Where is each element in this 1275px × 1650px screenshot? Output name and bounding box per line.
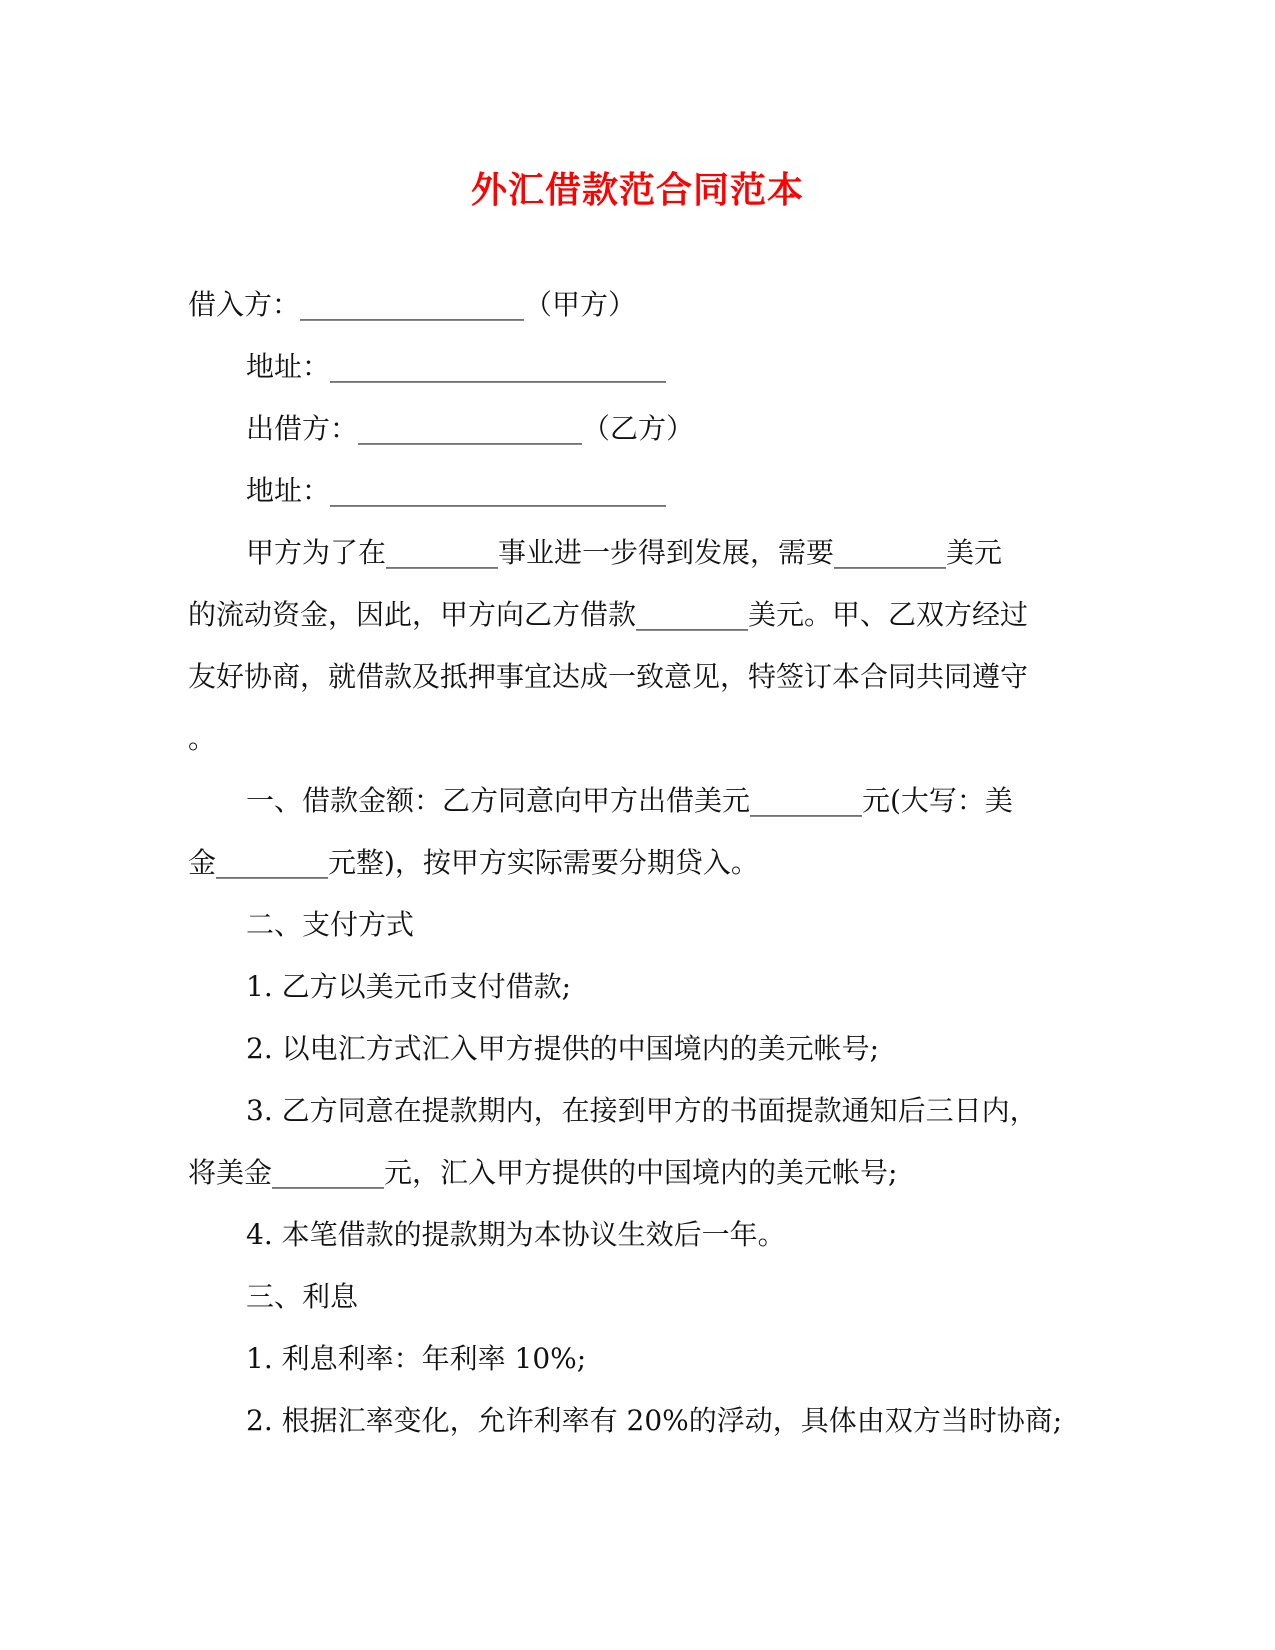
preamble-line-3: 友好协商，就借款及抵押事宜达成一致意见，特签订本合同共同遵守 xyxy=(188,660,1029,693)
borrower-address-line: 地址：________________________ xyxy=(246,350,667,383)
document-title: 外汇借款范合同范本 xyxy=(470,169,804,211)
section-2-item-3-line-2: 将美金________元，汇入甲方提供的中国境内的美元帐号; xyxy=(188,1156,898,1189)
section-3-item-2: 2. 根据汇率变化，允许利率有 20%的浮动，具体由双方当时协商; xyxy=(246,1404,1063,1437)
lender-line: 出借方：________________（乙方） xyxy=(246,412,695,445)
section-2-item-1: 1. 乙方以美元币支付借款; xyxy=(246,970,572,1003)
section-2-item-4: 4. 本笔借款的提款期为本协议生效后一年。 xyxy=(246,1218,786,1251)
preamble-line-2: 的流动资金，因此，甲方向乙方借款________美元。甲、乙双方经过 xyxy=(188,598,1029,631)
section-2-item-3-line-1: 3. 乙方同意在提款期内，在接到甲方的书面提款通知后三日内， xyxy=(246,1094,1038,1127)
preamble-line-1: 甲方为了在________事业进一步得到发展，需要________美元 xyxy=(246,536,1003,569)
section-2-item-2: 2. 以电汇方式汇入甲方提供的中国境内的美元帐号; xyxy=(246,1032,880,1065)
section-3-heading: 三、利息 xyxy=(246,1280,359,1313)
section-2-heading: 二、支付方式 xyxy=(246,908,415,941)
lender-address-line: 地址：________________________ xyxy=(246,474,667,507)
borrower-line: 借入方：________________（甲方） xyxy=(188,288,637,321)
clause-1-line-2: 金________元整)，按甲方实际需要分期贷入。 xyxy=(188,846,759,879)
clause-1-line-1: 一、借款金额：乙方同意向甲方出借美元________元(大写：美 xyxy=(246,784,1013,817)
section-3-item-1: 1. 利息利率：年利率 10%; xyxy=(246,1342,587,1375)
preamble-line-4: 。 xyxy=(188,722,217,755)
